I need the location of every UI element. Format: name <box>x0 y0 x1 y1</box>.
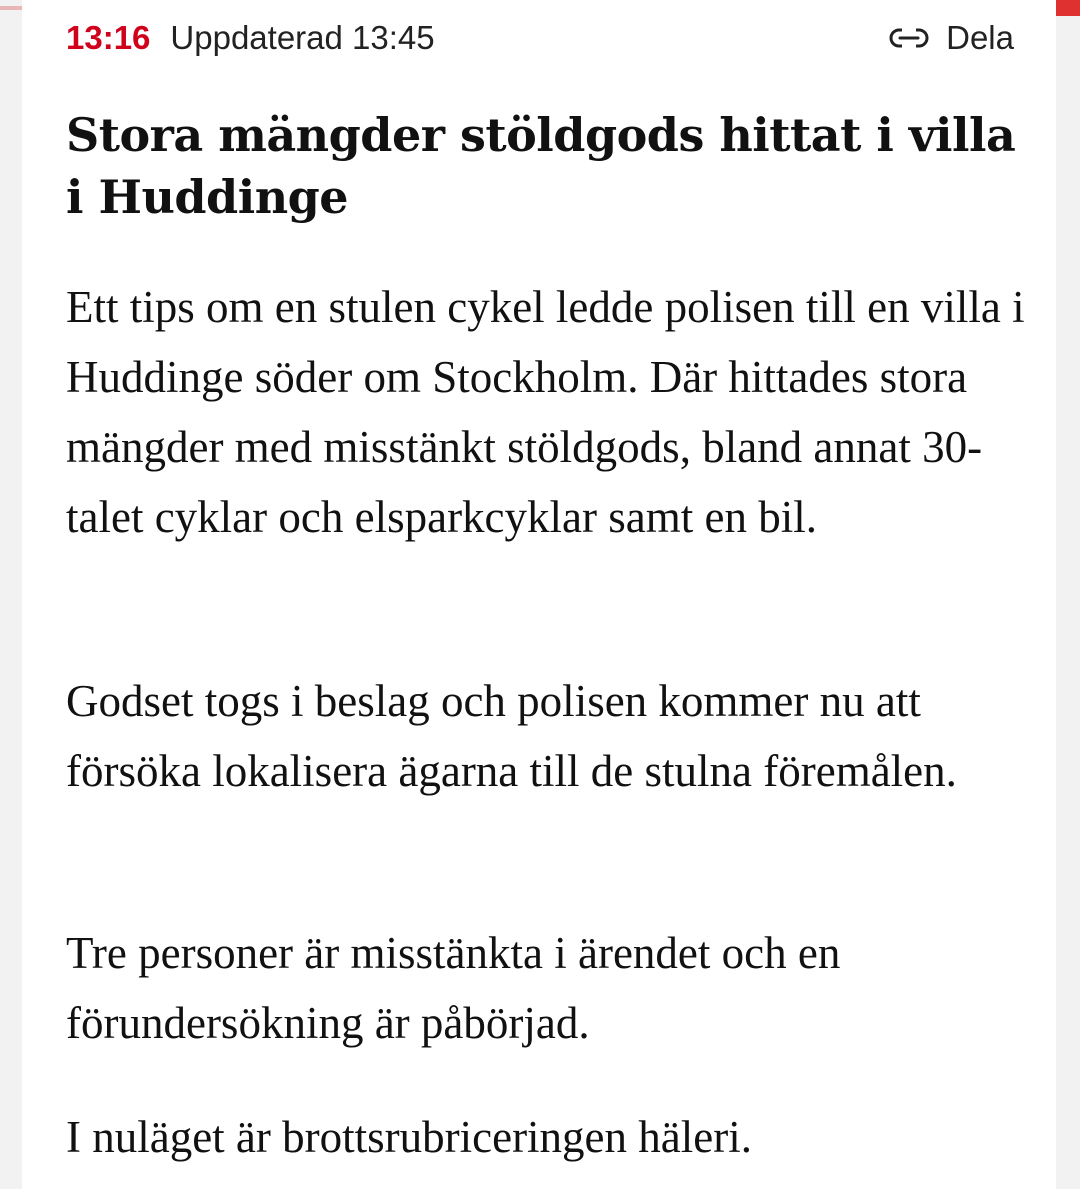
share-label: Dela <box>946 19 1014 56</box>
article-paragraph-1: Ett tips om en stulen cykel ledde polisen till en villa i Huddinge söder om Stockholm. Där hittades stora mängder med misstänkt stöldgods, bland annat 30-talet cyklar och elsparkcyklar samt en bil. <box>66 282 1025 542</box>
left-edge <box>0 0 22 1189</box>
right-edge <box>1056 0 1080 1189</box>
article-paragraph-3: Tre personer är misstänkta i ärendet och en förundersökning är påbörjad. <box>66 928 841 1048</box>
publish-time: 13:16 <box>66 19 151 56</box>
updated-time: Uppdaterad 13:45 <box>170 19 435 56</box>
article-paragraph-2: Godset togs i beslag och polisen kommer nu att försöka lokalisera ägarna till de stulna föremålen. <box>66 676 957 796</box>
article-meta-row <box>66 14 1014 62</box>
article-card <box>22 0 1056 1189</box>
link-icon <box>888 23 930 53</box>
article-headline: Stora mängder stöldgods hittat i villa i Huddinge <box>66 108 1016 224</box>
share-button[interactable] <box>888 19 1014 57</box>
article-paragraph-4: I nuläget är brottsrubriceringen häleri. <box>66 1112 752 1162</box>
right-edge-accent <box>1056 0 1080 16</box>
left-edge-accent <box>0 6 22 10</box>
